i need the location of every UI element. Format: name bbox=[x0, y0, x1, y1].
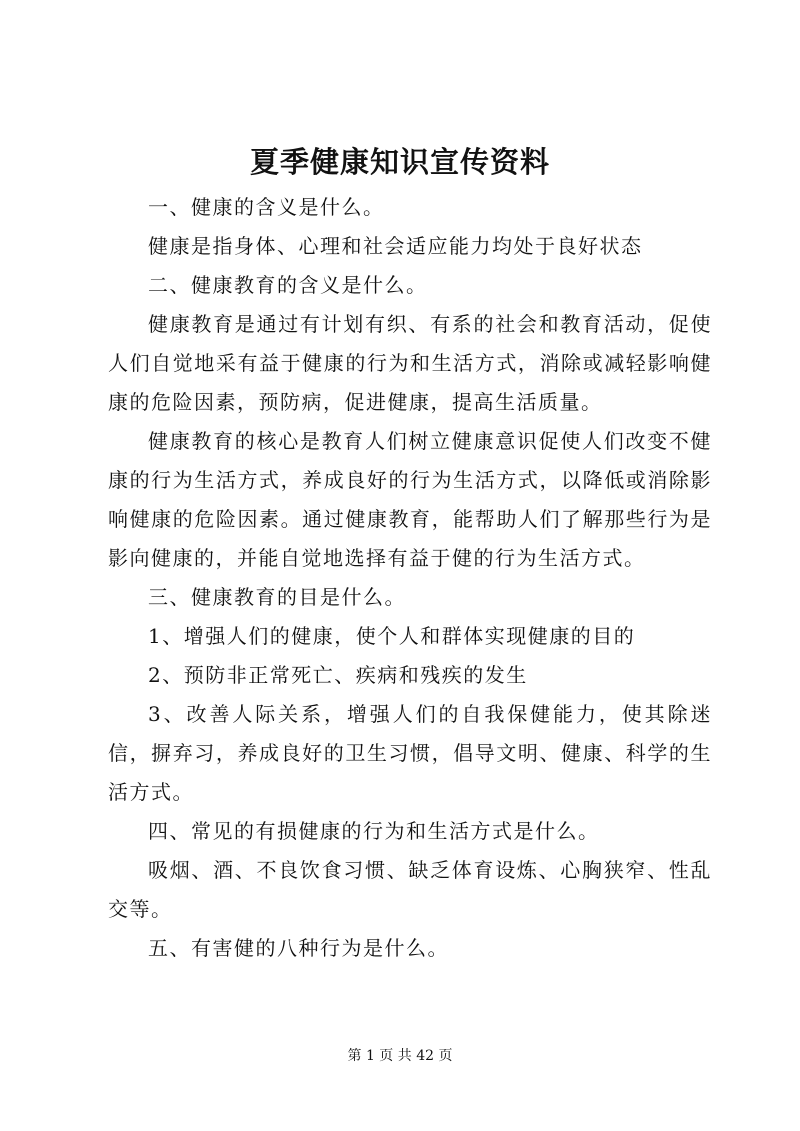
page-footer: 第 1 页 共 42 页 bbox=[347, 1048, 453, 1064]
heading-5: 五、有害健的八种行为是什么。 bbox=[148, 936, 449, 960]
paragraph: 健康教育是通过有计划有织、有系的社会和教育活动，促使人们自觉地采有益于健康的行为和生活方式，消除或减轻影响健康的危险因素，预防病，促进健康，提高生活质量。 bbox=[108, 312, 712, 414]
heading-4: 四、常见的有损健康的行为和生活方式是什么。 bbox=[148, 819, 600, 843]
heading-3: 三、健康教育的目是什么。 bbox=[148, 585, 406, 609]
heading-1: 一、健康的含义是什么。 bbox=[148, 195, 385, 219]
list-item: 3、改善人际关系，增强人们的自我保健能力，使其除迷信，摒弃习，养成良好的卫生习惯，倡导文明、健康、科学的生活方式。 bbox=[108, 702, 712, 804]
document-body bbox=[108, 188, 712, 968]
paragraph: 健康是指身体、心理和社会适应能力均处于良好状态 bbox=[148, 234, 643, 258]
document-title: 夏季健康知识宣传资料 bbox=[249, 145, 550, 179]
heading-2: 二、健康教育的含义是什么。 bbox=[148, 273, 428, 297]
list-item: 1、增强人们的健康，使个人和群体实现健康的目的 bbox=[148, 624, 636, 648]
paragraph: 健康教育的核心是教育人们树立健康意识促使人们改变不健康的行为生活方式，养成良好的行为生活方式，以降低或消除影响健康的危险因素。通过健康教育，能帮助人们了解那些行为是影向健康的，并能自觉地选择有益于健的行为生活方式。 bbox=[108, 429, 712, 570]
paragraph: 吸烟、酒、不良饮食习惯、缺乏体育设炼、心胸狭窄、性乱交等。 bbox=[108, 858, 712, 921]
list-item: 2、预防非正常死亡、疾病和残疾的发生 bbox=[148, 663, 528, 687]
